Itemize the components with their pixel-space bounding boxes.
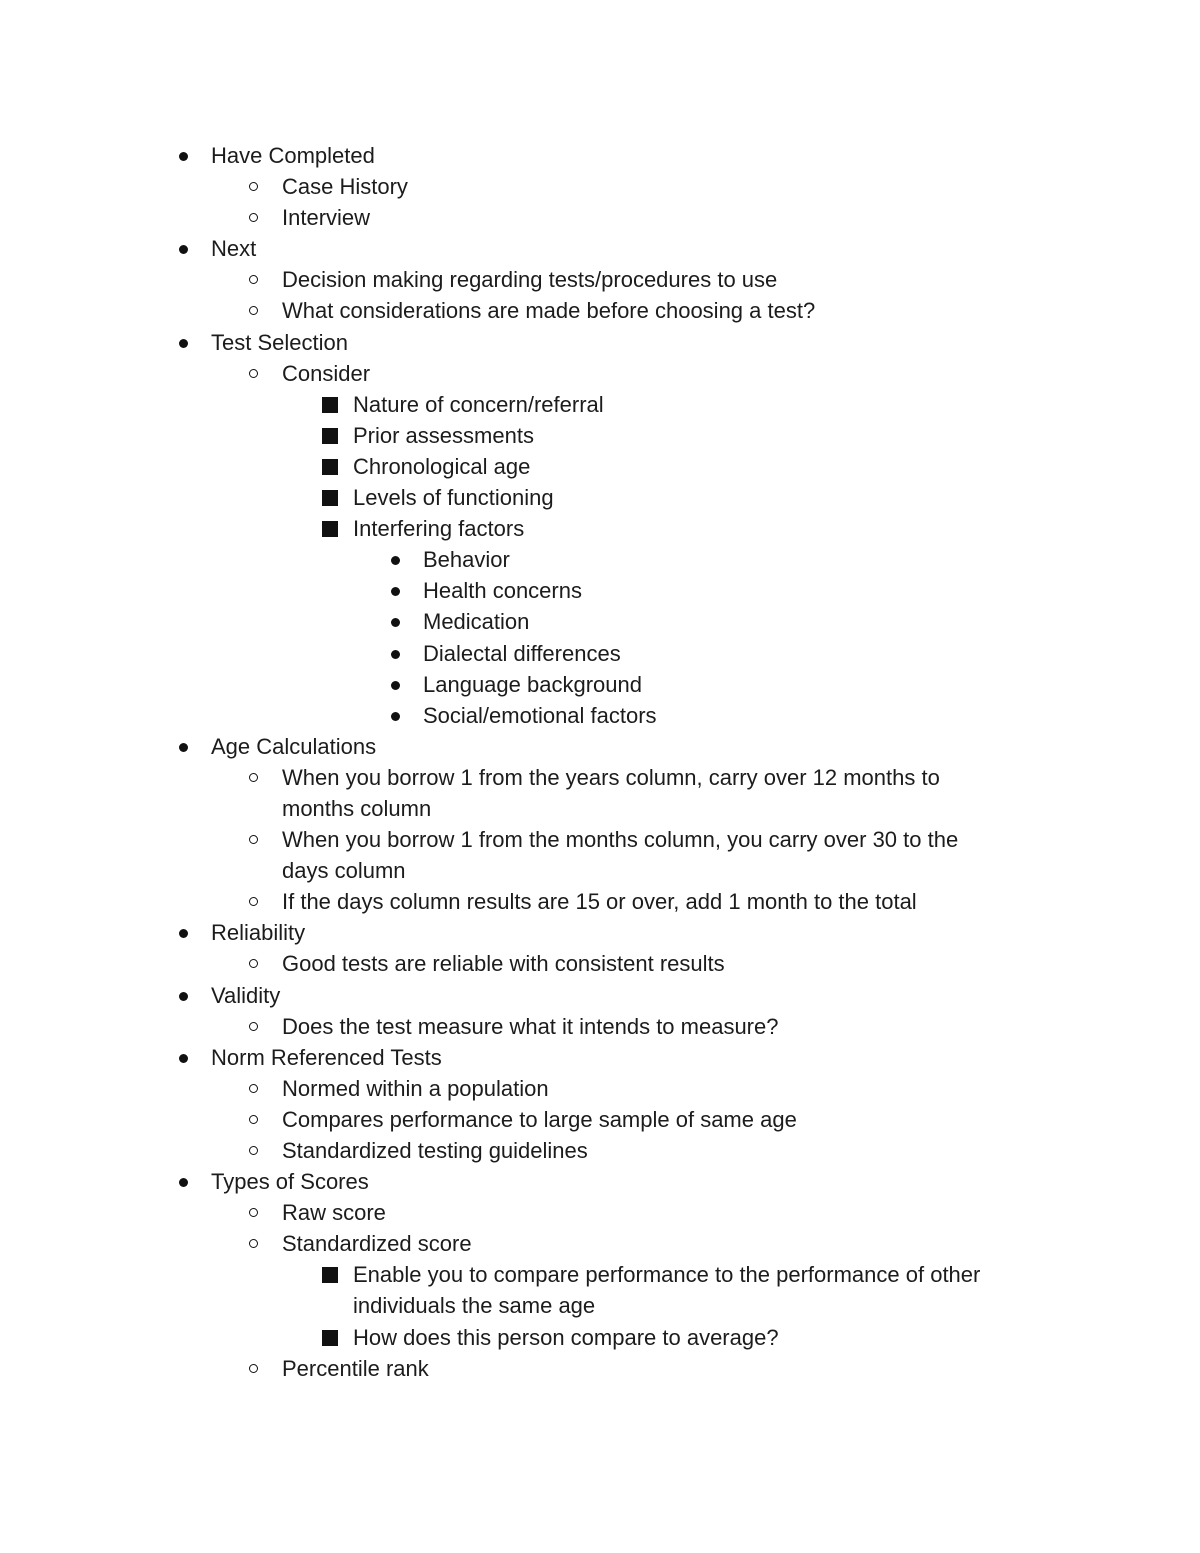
hollow-circle-bullet-icon — [249, 306, 258, 315]
list-item-text: Enable you to compare performance to the performance of other — [353, 1262, 981, 1288]
list-item-text: Normed within a population — [282, 1075, 549, 1101]
hollow-circle-bullet-icon — [249, 1239, 258, 1248]
hollow-circle-bullet-icon — [249, 1084, 258, 1093]
hollow-circle-bullet-icon — [249, 897, 258, 906]
hollow-circle-bullet-icon — [249, 369, 258, 378]
list-item-text: Social/emotional factors — [423, 702, 657, 728]
list-item-text: When you borrow 1 from the years column, carry over 12 months to — [282, 764, 940, 790]
list-item-level-1 — [0, 824, 1200, 855]
list-item-level-1 — [0, 1011, 1200, 1042]
list-item-text: months column — [282, 795, 432, 821]
list-item-text: Medication — [423, 609, 530, 635]
filled-circle-bullet-icon — [179, 1178, 188, 1187]
hollow-circle-bullet-icon — [249, 182, 258, 191]
list-item-text: Case History — [282, 174, 408, 200]
list-item-continuation — [0, 793, 1200, 824]
list-item-level-2 — [0, 482, 1200, 513]
list-item-level-1 — [0, 358, 1200, 389]
list-item-level-1 — [0, 295, 1200, 326]
list-item-continuation — [0, 855, 1200, 886]
list-item-text: How does this person compare to average? — [353, 1324, 779, 1350]
list-item-text: Percentile rank — [282, 1355, 429, 1381]
list-item-text: Test Selection — [211, 329, 348, 355]
filled-circle-bullet-icon — [391, 712, 400, 721]
filled-circle-bullet-icon — [391, 587, 400, 596]
list-item-level-1 — [0, 1353, 1200, 1384]
list-item-level-1 — [0, 1135, 1200, 1166]
list-item-level-1 — [0, 264, 1200, 295]
list-item-text: Interview — [282, 205, 371, 231]
list-item-level-0 — [0, 731, 1200, 762]
filled-circle-bullet-icon — [391, 681, 400, 690]
filled-circle-bullet-icon — [179, 1054, 188, 1063]
filled-circle-bullet-icon — [391, 556, 400, 565]
list-item-level-1 — [0, 171, 1200, 202]
list-item-text: Consider — [282, 360, 371, 386]
filled-circle-bullet-icon — [179, 929, 188, 938]
list-item-text: Interfering factors — [353, 516, 525, 542]
list-item-level-3 — [0, 544, 1200, 575]
hollow-circle-bullet-icon — [249, 1364, 258, 1373]
square-bullet-icon — [322, 1330, 338, 1346]
list-item-level-3 — [0, 700, 1200, 731]
list-item-text: Levels of functioning — [353, 485, 554, 511]
list-item-continuation — [0, 1290, 1200, 1321]
list-item-text: Language background — [423, 671, 642, 697]
square-bullet-icon — [322, 397, 338, 413]
list-item-level-2 — [0, 451, 1200, 482]
square-bullet-icon — [322, 1267, 338, 1283]
hollow-circle-bullet-icon — [249, 1022, 258, 1031]
list-item-level-3 — [0, 669, 1200, 700]
list-item-level-0 — [0, 327, 1200, 358]
list-item-text: Behavior — [423, 547, 510, 573]
list-item-level-1 — [0, 762, 1200, 793]
list-item-text: Standardized testing guidelines — [282, 1138, 588, 1163]
list-item-text: What considerations are made before choosing a test? — [282, 298, 816, 324]
list-item-text: Compares performance to large sample of same age — [282, 1106, 797, 1132]
filled-circle-bullet-icon — [179, 339, 188, 348]
list-item-level-3 — [0, 575, 1200, 606]
list-item-text: When you borrow 1 from the months column, you carry over 30 to the — [282, 827, 959, 853]
hollow-circle-bullet-icon — [249, 275, 258, 284]
list-item-text: Nature of concern/referral — [353, 391, 604, 417]
square-bullet-icon — [322, 521, 338, 537]
list-item-text: Norm Referenced Tests — [211, 1044, 442, 1070]
square-bullet-icon — [322, 428, 338, 444]
list-item-level-0 — [0, 980, 1200, 1011]
list-item-text: Does the test measure what it intends to measure? — [282, 1013, 779, 1039]
list-item-text: Health concerns — [423, 578, 582, 604]
list-item-level-0 — [0, 233, 1200, 264]
list-item-text: days column — [282, 858, 406, 884]
list-item-text: Raw score — [282, 1200, 386, 1226]
filled-circle-bullet-icon — [179, 245, 188, 254]
list-item-text: Next — [211, 236, 257, 262]
filled-circle-bullet-icon — [391, 618, 400, 627]
hollow-circle-bullet-icon — [249, 959, 258, 968]
list-item-level-1 — [0, 1197, 1200, 1228]
list-item-level-0 — [0, 1166, 1200, 1197]
list-item-level-1 — [0, 1228, 1200, 1259]
list-item-text: individuals the same age — [353, 1293, 596, 1319]
list-item-level-2 — [0, 1259, 1200, 1290]
filled-circle-bullet-icon — [391, 650, 400, 659]
list-item-level-3 — [0, 638, 1200, 669]
hollow-circle-bullet-icon — [249, 213, 258, 222]
list-item-level-3 — [0, 606, 1200, 637]
list-item-level-2 — [0, 513, 1200, 544]
list-item-text: If the days column results are 15 or over, add 1 month to the total — [282, 889, 917, 915]
list-item-level-2 — [0, 420, 1200, 451]
list-item-text: Dialectal differences — [423, 640, 621, 666]
hollow-circle-bullet-icon — [249, 773, 258, 782]
square-bullet-icon — [322, 459, 338, 475]
list-item-level-2 — [0, 389, 1200, 420]
list-item-level-1 — [0, 1104, 1200, 1135]
list-item-text: Types of Scores — [211, 1169, 369, 1195]
list-item-text: Decision making regarding tests/procedures to use — [282, 267, 778, 293]
filled-circle-bullet-icon — [179, 152, 188, 161]
list-item-level-1 — [0, 886, 1200, 917]
list-item-level-0 — [0, 140, 1200, 171]
square-bullet-icon — [322, 490, 338, 506]
list-item-text: Standardized score — [282, 1231, 472, 1257]
list-item-level-1 — [0, 948, 1200, 979]
hollow-circle-bullet-icon — [249, 835, 258, 844]
list-item-text: Reliability — [211, 920, 306, 946]
list-item-text: Good tests are reliable with consistent results — [282, 951, 725, 977]
filled-circle-bullet-icon — [179, 743, 188, 752]
list-item-text: Have Completed — [211, 143, 375, 168]
list-item-level-2 — [0, 1322, 1200, 1353]
filled-circle-bullet-icon — [179, 992, 188, 1001]
hollow-circle-bullet-icon — [249, 1146, 258, 1155]
list-item-level-1 — [0, 202, 1200, 233]
list-item-level-1 — [0, 1073, 1200, 1104]
list-item-level-0 — [0, 1042, 1200, 1073]
hollow-circle-bullet-icon — [249, 1208, 258, 1217]
list-item-text: Age Calculations — [211, 733, 377, 759]
list-item-level-0 — [0, 917, 1200, 948]
hollow-circle-bullet-icon — [249, 1115, 258, 1124]
list-item-text: Prior assessments — [353, 422, 534, 448]
list-item-text: Chronological age — [353, 453, 531, 479]
list-item-text: Validity — [211, 982, 281, 1008]
